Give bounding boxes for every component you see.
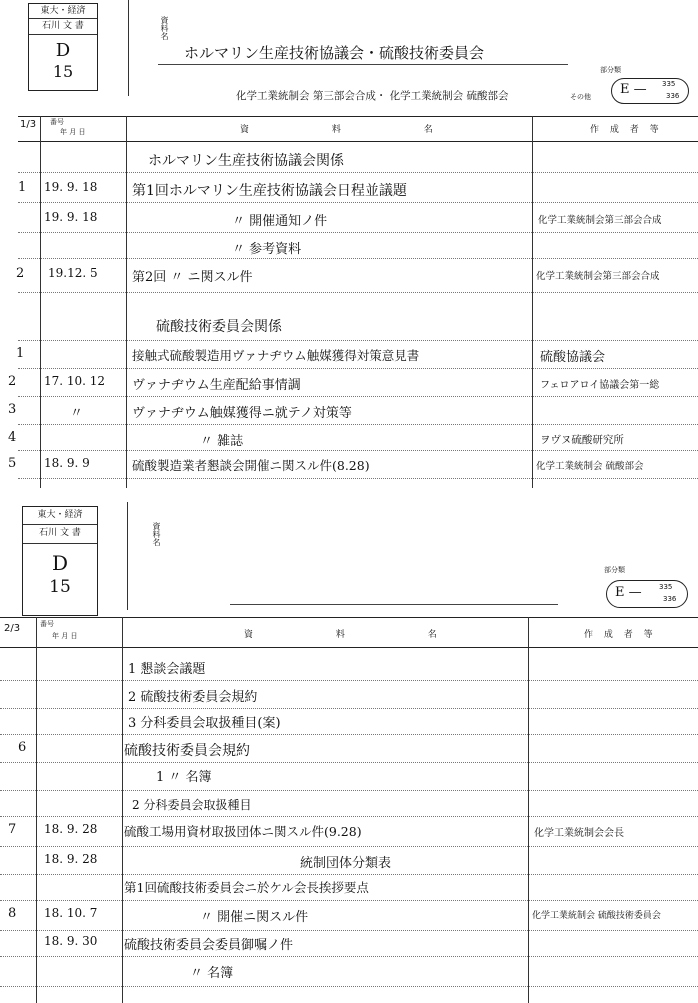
stamp-code-num: 15 <box>49 577 71 597</box>
class-num-2: 336 <box>666 92 680 100</box>
row-material: 硫酸技術委員会規約 <box>124 743 250 759</box>
stamp-line-1: 東大・経済 <box>37 510 83 520</box>
row-date: 17. 10. 12 <box>44 374 106 388</box>
row-number: 1 <box>16 346 25 361</box>
row-number: 2 <box>8 374 17 389</box>
row-material: 〃 参考資料 <box>232 242 302 257</box>
header-number: 番号 <box>40 620 54 628</box>
row-material: 2 分科委員会取扱種目 <box>132 798 252 812</box>
row-number: 6 <box>18 740 27 755</box>
row-creator: 硫酸協議会 <box>540 350 606 365</box>
stamp-code-num: 15 <box>52 62 74 81</box>
page-number: 1/3 <box>20 119 37 130</box>
header-number: 番号 <box>50 118 64 126</box>
row-creator: ヲヴヌ硫酸研究所 <box>540 434 624 446</box>
row-material: 硫酸技術委員会関係 <box>156 319 282 335</box>
class-label: 部分類 <box>600 66 621 74</box>
shiryo-label: 資料名 <box>160 16 169 40</box>
row-date: 〃 <box>70 406 84 421</box>
row-number: 7 <box>8 822 17 837</box>
row-number: 1 <box>18 180 27 195</box>
row-date: 19. 9. 18 <box>44 210 98 224</box>
stamp-code: D <box>55 40 71 61</box>
row-material: 第1回ホルマリン生産技術協議会日程並議題 <box>132 183 407 199</box>
row-material: 第1回硫酸技術委員会ニ於ケル会長挨拶要点 <box>124 880 369 895</box>
page-number: 2/3 <box>4 623 21 634</box>
row-material: 〃 開催通知ノ件 <box>232 214 328 229</box>
header-material: 資 料 名 <box>244 630 477 640</box>
stamp-line-1: 東大・経済 <box>40 6 86 16</box>
header-creator: 作 成 者 等 <box>590 125 663 135</box>
row-creator: フェロアロイ協議会第一総 <box>540 380 660 391</box>
header-date: 年 月 日 <box>52 632 78 640</box>
header-material: 資 料 名 <box>240 125 473 135</box>
row-creator: 化学工業統制会会長 <box>534 828 624 839</box>
class-num-1: 335 <box>659 583 673 591</box>
creators-suffix: その他 <box>570 93 591 101</box>
class-num-1: 335 <box>662 80 676 88</box>
row-date: 18. 9. 9 <box>44 456 90 470</box>
row-number: 5 <box>8 456 17 471</box>
row-number: 2 <box>16 266 25 281</box>
row-material: ヴァナヂウム触媒獲得ニ就テノ対策等 <box>132 406 352 421</box>
class-code: E — <box>615 585 642 600</box>
row-material: 硫酸技術委員会委員御嘱ノ件 <box>124 938 294 953</box>
stamp-line-2: 石川 文 書 <box>42 21 84 31</box>
row-material: 〃 名簿 <box>190 966 234 981</box>
stamp-code: D <box>51 551 69 575</box>
stamp-line-2: 石川 文 書 <box>39 528 81 538</box>
row-date: 18. 10. 7 <box>44 906 98 920</box>
row-creator: 化学工業統制会 硫酸部会 <box>536 461 644 472</box>
row-material: ヴァナヂウム生産配給事情調 <box>132 378 301 393</box>
class-code: E — <box>620 82 647 97</box>
row-creator: 化学工業統制会第三部会合成 <box>538 215 662 226</box>
header-date: 年 月 日 <box>60 128 86 136</box>
row-number: 4 <box>8 430 17 445</box>
class-code-oval <box>606 580 688 608</box>
row-material: 1 懇談会議題 <box>128 662 206 677</box>
archive-stamp <box>28 3 98 91</box>
archive-stamp <box>22 506 98 616</box>
row-date: 19. 9. 18 <box>44 180 98 194</box>
row-date: 18. 9. 28 <box>44 822 98 836</box>
class-num-2: 336 <box>663 595 677 603</box>
row-date: 18. 9. 30 <box>44 934 98 948</box>
shiryo-label: 資料名 <box>152 522 161 546</box>
row-date: 18. 9. 28 <box>44 852 98 866</box>
row-material: 硫酸製造業者懇談会開催ニ関スル件(8.28) <box>132 458 370 473</box>
row-date: 19.12. 5 <box>48 266 98 280</box>
row-material: ホルマリン生産技術協議会関係 <box>148 153 344 169</box>
row-material: 硫酸工場用資材取扱団体ニ関スル件(9.28) <box>124 824 362 839</box>
row-material: 1 〃 名簿 <box>156 770 212 785</box>
row-material: 〃 開催ニ関スル件 <box>200 910 309 925</box>
row-material: 2 硫酸技術委員会規約 <box>128 690 258 705</box>
row-material: 第2回 〃 ニ関スル件 <box>132 270 253 285</box>
class-code-oval <box>611 78 689 104</box>
row-material: 〃 雑誌 <box>200 434 244 449</box>
header-creator: 作 成 者 等 <box>584 630 657 640</box>
row-number: 3 <box>8 402 17 417</box>
row-creator: 化学工業統制会第三部会合成 <box>536 271 660 282</box>
document-title: ホルマリン生産技術協議会・硫酸技術委員会 <box>184 44 485 62</box>
row-material: 統制団体分類表 <box>300 856 392 871</box>
row-number: 8 <box>8 906 17 921</box>
class-label: 部分類 <box>604 566 625 574</box>
row-creator: 化学工業統制会 硫酸技術委員会 <box>532 911 661 921</box>
creators-caption: 化学工業統制会 第三部会合成・ 化学工業統制会 硫酸部会 <box>236 90 509 102</box>
row-material: 3 分科委員会取扱種目(案) <box>128 716 281 731</box>
row-material: 接触式硫酸製造用ヴァナヂウム触媒獲得対策意見書 <box>132 348 420 363</box>
